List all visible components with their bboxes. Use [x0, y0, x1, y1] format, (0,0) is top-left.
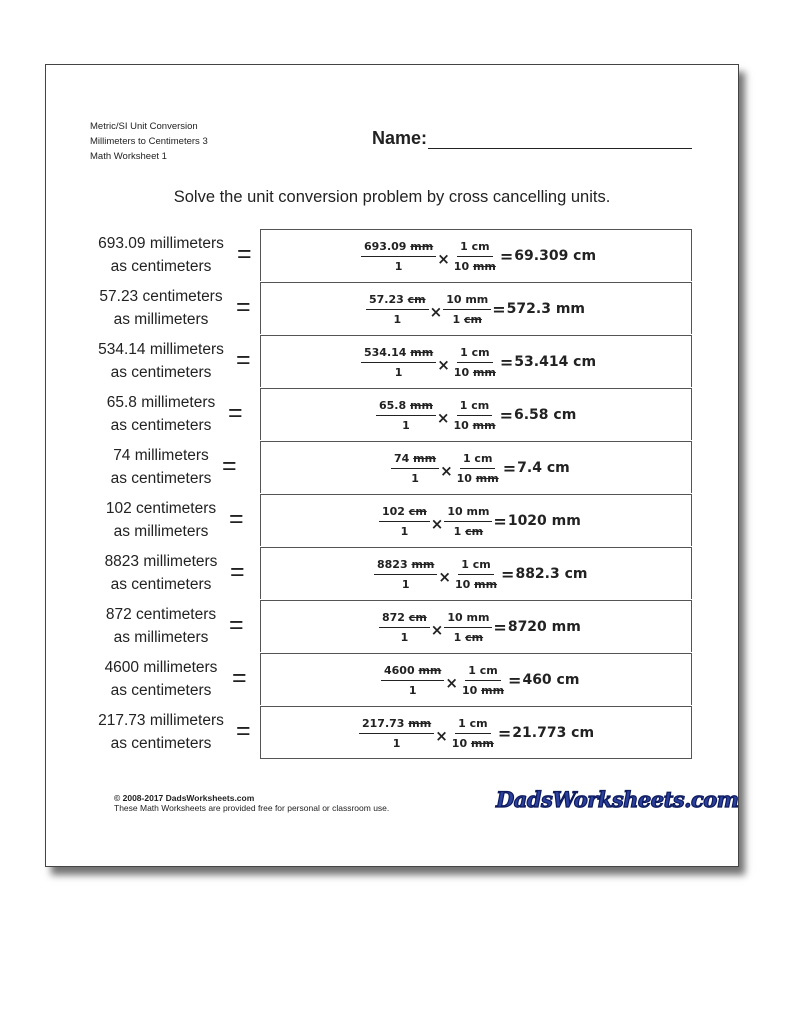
question-amount: 8823 millimeters: [104, 553, 218, 570]
result-equals: =: [508, 670, 522, 690]
given-denominator: 1: [393, 312, 402, 326]
factor-numerator: 1 cm: [457, 399, 492, 416]
multiply-sign: ×: [437, 356, 450, 374]
question-text: [76, 391, 246, 437]
svg-text:DadsWorksheets.com: DadsWorksheets.com: [496, 787, 739, 812]
question-text: [76, 338, 246, 384]
equals-sign: =: [222, 452, 237, 480]
question-text: [76, 603, 246, 649]
multiply-sign: ×: [430, 621, 444, 639]
instructions: Solve the unit conversion problem by cross cancelling units.: [173, 188, 611, 206]
question-target: as centimeters: [110, 735, 212, 752]
answer-value: 7.4 cm: [517, 460, 570, 476]
result-equals: =: [492, 299, 506, 319]
cancelled-unit: cm: [408, 504, 427, 518]
conversion-factor: [451, 399, 499, 432]
question-target: as centimeters: [110, 258, 212, 275]
result-equals: =: [502, 458, 517, 478]
conversion-work: [391, 442, 570, 494]
given-fraction: [361, 240, 436, 273]
given-fraction: [366, 293, 429, 326]
conversion-work: [366, 283, 585, 335]
meta-line: Math Worksheet 1: [90, 151, 167, 162]
question-target: as centimeters: [110, 470, 212, 487]
answer-box[interactable]: [260, 388, 692, 440]
factor-numerator: 1 cm: [465, 664, 500, 681]
question-text: [76, 709, 246, 755]
copyright: © 2008-2017 DadsWorksheets.com: [114, 793, 255, 803]
conversion-factor: [444, 611, 492, 644]
given-value: 65.8: [379, 398, 410, 412]
meta-line: Metric/SI Unit Conversion: [90, 121, 198, 132]
factor-numerator: 1 cm: [455, 717, 490, 734]
question-target: as millimeters: [113, 523, 209, 540]
result-equals: =: [499, 405, 513, 425]
equals-sign: =: [229, 611, 244, 639]
conversion-factor: [444, 505, 492, 538]
conversion-factor: [451, 240, 499, 273]
factor-denominator-value: 1: [452, 312, 464, 326]
cancelled-unit: mm: [472, 259, 496, 273]
cancelled-unit: mm: [410, 239, 434, 253]
factor-denominator-value: 10: [453, 365, 473, 379]
question-amount: 217.73 millimeters: [98, 712, 224, 729]
given-denominator: 1: [408, 683, 417, 697]
answer-box[interactable]: [260, 335, 692, 387]
question-target: as millimeters: [113, 311, 209, 328]
given-value: 102: [382, 504, 409, 518]
conversion-work: [379, 601, 581, 653]
factor-numerator: 10 mm: [444, 611, 492, 628]
given-fraction: [391, 452, 439, 485]
conversion-factor: [459, 664, 507, 697]
multiply-sign: ×: [435, 727, 448, 745]
equals-sign: =: [229, 505, 244, 533]
factor-denominator-value: 1: [453, 524, 466, 538]
question-text: [76, 444, 246, 490]
question-target: as centimeters: [110, 682, 212, 699]
cancelled-unit: mm: [413, 451, 437, 465]
given-denominator: 1: [401, 577, 410, 591]
factor-numerator: 10 mm: [443, 293, 491, 310]
answer-box[interactable]: [260, 494, 692, 546]
factor-denominator-value: 10: [456, 471, 476, 485]
answer-box[interactable]: [260, 653, 692, 705]
result-equals: =: [501, 564, 515, 584]
problem-row: [46, 388, 738, 441]
question-text: [76, 497, 246, 543]
answer-value: 69.309 cm: [514, 248, 597, 264]
given-value: 74: [394, 451, 414, 465]
answer-value: 1020 mm: [507, 513, 581, 529]
question-amount: 693.09 millimeters: [98, 235, 224, 252]
dadsworksheets-logo: [494, 783, 739, 815]
conversion-work: [379, 495, 581, 547]
given-value: 8823: [377, 557, 412, 571]
given-fraction: [374, 558, 437, 591]
multiply-sign: ×: [429, 303, 443, 321]
problem-row: [46, 494, 738, 547]
conversion-work: [361, 230, 596, 282]
result-equals: =: [499, 246, 514, 266]
given-value: 534.14: [364, 345, 411, 359]
factor-numerator: 1 cm: [458, 558, 493, 575]
question-text: [76, 285, 246, 331]
cancelled-unit: cm: [463, 312, 482, 326]
factor-denominator-value: 1: [453, 630, 466, 644]
worksheet-meta: [90, 119, 208, 164]
answer-box[interactable]: [260, 547, 692, 599]
factor-numerator: 10 mm: [444, 505, 492, 522]
answer-box[interactable]: [260, 229, 692, 281]
conversion-work: [381, 654, 579, 706]
answer-value: 460 cm: [522, 672, 580, 688]
answer-value: 6.58 cm: [513, 407, 577, 423]
factor-denominator-value: 10: [454, 577, 475, 591]
given-denominator: 1: [400, 630, 409, 644]
multiply-sign: ×: [436, 409, 450, 427]
multiply-sign: ×: [437, 250, 450, 268]
cancelled-unit: mm: [470, 736, 494, 750]
problem-row: [46, 600, 738, 653]
conversion-work: [374, 548, 588, 600]
question-target: as millimeters: [113, 629, 209, 646]
equals-sign: =: [232, 664, 247, 692]
cancelled-unit: mm: [472, 365, 496, 379]
equals-sign: =: [230, 558, 245, 586]
answer-value: 882.3 cm: [515, 566, 588, 582]
worksheet-page: [45, 64, 739, 867]
given-value: 4600: [384, 663, 419, 677]
multiply-sign: ×: [438, 568, 451, 586]
cancelled-unit: cm: [465, 524, 484, 538]
cancelled-unit: mm: [408, 716, 432, 730]
question-text: [76, 232, 246, 278]
given-value: 872: [382, 610, 409, 624]
cancelled-unit: mm: [475, 471, 499, 485]
equals-sign: =: [236, 717, 251, 745]
cancelled-unit: mm: [411, 557, 435, 571]
question-text: [76, 550, 246, 596]
problem-row: [46, 706, 738, 759]
cancelled-unit: cm: [407, 292, 426, 306]
question-amount: 65.8 millimeters: [106, 394, 216, 411]
factor-denominator-value: 10: [453, 418, 473, 432]
equals-sign: =: [236, 293, 251, 321]
answer-value: 53.414 cm: [514, 354, 597, 370]
name-label: Name:: [372, 128, 428, 148]
given-fraction: [376, 399, 436, 432]
cancelled-unit: mm: [472, 418, 496, 432]
answer-box[interactable]: [260, 441, 692, 493]
given-fraction: [381, 664, 444, 697]
cancelled-unit: mm: [474, 577, 498, 591]
problem-row: [46, 282, 738, 335]
given-fraction: [379, 505, 430, 538]
conversion-factor: [452, 558, 500, 591]
problem-row: [46, 335, 738, 388]
given-denominator: 1: [411, 471, 419, 485]
cancelled-unit: mm: [409, 398, 433, 412]
factor-denominator-value: 10: [453, 259, 473, 273]
equals-sign: =: [237, 240, 252, 268]
cancelled-unit: mm: [410, 345, 434, 359]
question-amount: 534.14 millimeters: [98, 341, 224, 358]
conversion-factor: [451, 346, 499, 379]
answer-value: 8720 mm: [507, 619, 581, 635]
factor-numerator: 1 cm: [457, 240, 492, 257]
question-target: as centimeters: [110, 364, 212, 381]
given-denominator: 1: [392, 736, 401, 750]
given-denominator: 1: [400, 524, 409, 538]
multiply-sign: ×: [430, 515, 444, 533]
conversion-factor: [454, 452, 502, 485]
conversion-factor: [449, 717, 497, 750]
question-amount: 4600 millimeters: [104, 659, 218, 676]
cancelled-unit: cm: [408, 610, 427, 624]
answer-box[interactable]: [260, 282, 692, 334]
problem-row: [46, 441, 738, 494]
problem-row: [46, 547, 738, 600]
given-denominator: 1: [394, 365, 403, 379]
multiply-sign: ×: [440, 462, 453, 480]
conversion-work: [376, 389, 576, 441]
given-value: 693.09: [364, 239, 411, 253]
given-value: 217.73: [362, 716, 409, 730]
equals-sign: =: [236, 346, 251, 374]
question-target: as centimeters: [110, 417, 212, 434]
result-equals: =: [497, 723, 512, 743]
answer-value: 21.773 cm: [512, 725, 595, 741]
question-amount: 57.23 centimeters: [99, 288, 223, 305]
result-equals: =: [499, 352, 514, 372]
given-denominator: 1: [402, 418, 410, 432]
meta-line: Millimeters to Centimeters 3: [90, 136, 208, 147]
problem-row: [46, 229, 738, 282]
question-amount: 102 centimeters: [105, 500, 217, 517]
conversion-work: [361, 336, 596, 388]
question-amount: 872 centimeters: [105, 606, 217, 623]
given-denominator: 1: [394, 259, 403, 273]
conversion-factor: [443, 293, 491, 326]
factor-denominator-value: 10: [451, 736, 471, 750]
given-value: 57.23: [369, 292, 408, 306]
result-equals: =: [493, 511, 507, 531]
answer-box[interactable]: [260, 600, 692, 652]
question-amount: 74 millimeters: [113, 447, 209, 464]
usage-note: These Math Worksheets are provided free for personal or classroom use.: [114, 803, 390, 813]
answer-value: 572.3 mm: [506, 301, 585, 317]
equals-sign: =: [228, 399, 243, 427]
result-equals: =: [493, 617, 507, 637]
cancelled-unit: cm: [465, 630, 484, 644]
multiply-sign: ×: [445, 674, 458, 692]
problem-row: [46, 653, 738, 706]
conversion-work: [359, 707, 594, 759]
factor-denominator-value: 10: [461, 683, 482, 697]
factor-numerator: 1 cm: [457, 346, 492, 363]
given-fraction: [361, 346, 436, 379]
question-text: [76, 656, 246, 702]
answer-box[interactable]: [260, 706, 692, 759]
given-fraction: [379, 611, 430, 644]
factor-numerator: 1 cm: [460, 452, 495, 469]
name-field-line[interactable]: [428, 148, 692, 149]
given-fraction: [359, 717, 434, 750]
cancelled-unit: mm: [481, 683, 505, 697]
cancelled-unit: mm: [418, 663, 442, 677]
question-target: as centimeters: [110, 576, 212, 593]
